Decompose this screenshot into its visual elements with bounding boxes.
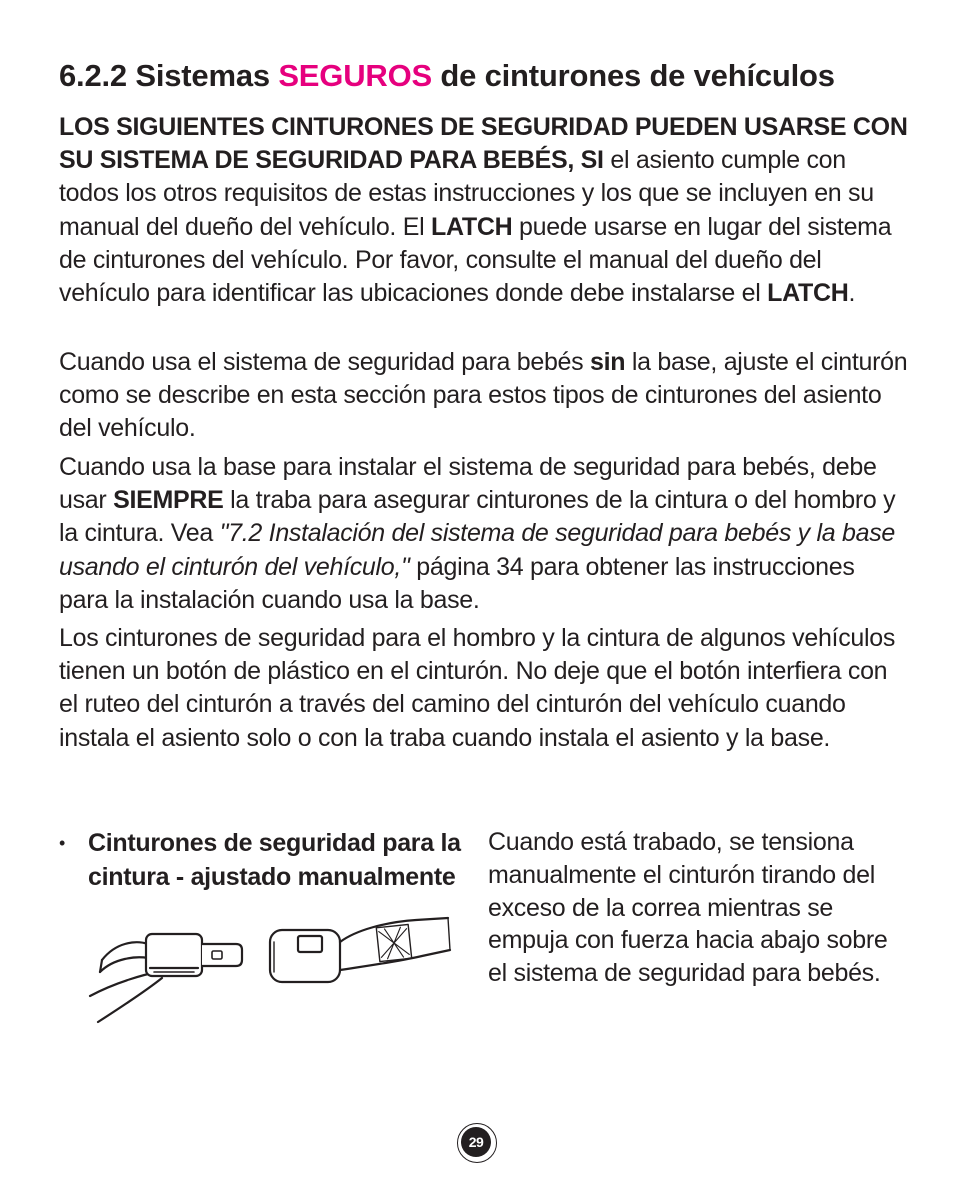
paragraph2-text-a: Cuando usa el sistema de seguridad para bebés (59, 348, 591, 376)
seat-belt-buckle-icon (270, 918, 450, 982)
latch-term: LATCH (431, 212, 513, 241)
paragraph3-text-a: Cuando usa la base para instalar el sistema de seguridad para bebés, debe usar (59, 453, 877, 515)
paragraph-plastic-button (59, 622, 909, 755)
paragraph2-text-b: la base, ajuste el cinturón como se describe en esta sección para estos tipos de cinturones del asiento del vehículo. (59, 348, 908, 443)
paragraph-with-base (59, 451, 909, 617)
seat-belt-latch-plate-icon (90, 934, 242, 1022)
lap-belt-illustration (86, 912, 456, 1030)
bold-intro: LOS SIGUIENTES CINTURONES DE SEGURIDAD PUEDEN USARSE CON SU SISTEMA DE SEGURIDAD PARA BEBÉS, SI (59, 113, 908, 175)
paragraph-without-base (59, 346, 909, 446)
heading-number: 6.2.2 Sistemas (59, 58, 279, 93)
section-reference: "7.2 Instalación del sistema de seguridad para bebés y la base usando el cinturón del vehículo," (59, 519, 896, 581)
bold-sin: sin (590, 348, 626, 376)
heading-rest: de cinturones de vehículos (431, 58, 835, 93)
bold-siempre: SIEMPRE (113, 486, 224, 515)
paragraph1-text-a: el asiento cumple con todos los otros requisitos de estas instrucciones y los que se incluyen en su manual del dueño del vehículo. El (59, 146, 874, 241)
section-heading (59, 56, 919, 96)
bullet-label: Cinturones de seguridad para la cintura - ajustado manualmente (88, 829, 461, 891)
latch-term: LATCH (767, 279, 849, 308)
paragraph1-text-c: . (848, 279, 856, 308)
paragraph-compatible-belts (59, 111, 909, 310)
paragraph3-text-b: la traba para asegurar cinturones de la cintura o del hombro y la cintura. Vea (59, 486, 896, 548)
paragraph4-text: Los cinturones de seguridad para el hombro y la cintura de algunos vehículos tienen un botón de plástico en el cinturón. No deje que el botón interfiera con el ruteo del cinturón a través del camino del cinturón del vehículo cuando instala el asiento solo o con la traba cuando instala el asiento y la base. (59, 624, 896, 752)
heading-highlight: SEGUROS (278, 58, 432, 93)
paragraph1-text-b: puede usarse en lugar del sistema de cinturones del vehículo. Por favor, consulte el manual del dueño del vehículo para identificar las ubicaciones donde debe instalarse el (59, 212, 892, 308)
bullet-description: Cuando está trabado, se tensiona manualmente el cinturón tirando del exceso de la correa mientras se empuja con fuerza hacia abajo sobre el sistema de seguridad para bebés. (488, 828, 888, 988)
bullet-marker: • (59, 833, 66, 853)
page-number: 29 (461, 1127, 491, 1157)
paragraph3-text-c: página 34 para obtener las instrucciones para la instalación cuando usa la base. (59, 552, 855, 614)
page-number-badge (457, 1123, 497, 1163)
